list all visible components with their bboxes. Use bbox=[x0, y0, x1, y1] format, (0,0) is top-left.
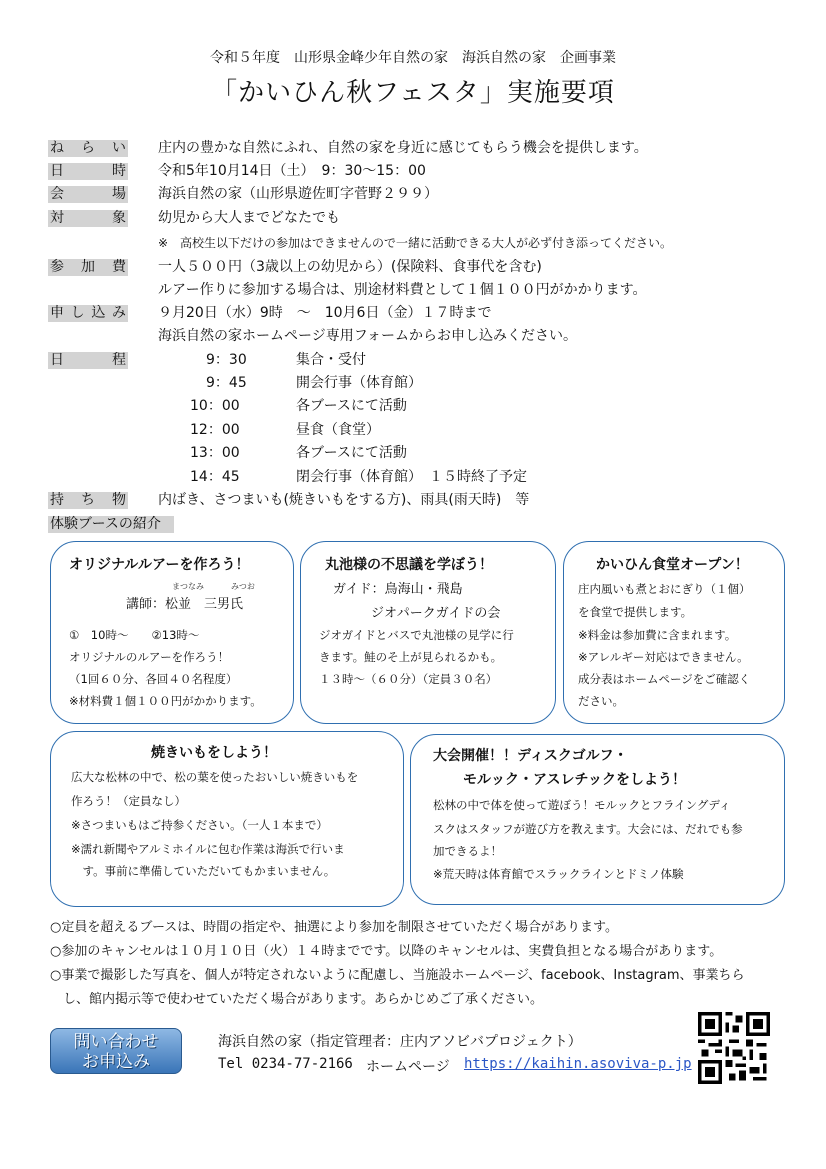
label-aim: ね ら い bbox=[50, 140, 126, 156]
booth-title: オリジナルルアーを作ろう！ bbox=[69, 557, 250, 573]
schedule-event: 各ブースにて活動 bbox=[296, 398, 407, 414]
booth-title: かいひん食堂オープン！ bbox=[596, 557, 749, 573]
label-venue: 会 場 bbox=[50, 186, 126, 202]
booth-line: オリジナルのルアーを作ろう！ bbox=[69, 650, 230, 664]
booth-line: す。事前に準備していただいてもかまいません。 bbox=[71, 864, 336, 878]
contact-org: 海浜自然の家（指定管理者：庄内アソビバプロジェクト） bbox=[218, 1034, 582, 1050]
schedule-event: 開会行事（体育館） bbox=[296, 375, 422, 391]
booth-line: ※荒天時は体育館でスラックラインとドミノ体験 bbox=[433, 867, 684, 881]
schedule-time: 10：00 bbox=[190, 398, 240, 414]
booth-line: ※濡れ新聞やアルミホイルに包む作業は海浜で行いま bbox=[71, 842, 345, 856]
booth-line: きます。鮭のそ上が見られるかも。 bbox=[319, 650, 503, 664]
note-line: ○参加のキャンセルは１０月１０日（火）１４時までです。以降のキャンセルは、実費負担となる場合があります。 bbox=[50, 944, 723, 959]
ruby-text: まつなみ bbox=[172, 582, 204, 591]
booth-line: 広大な松林の中で、松の葉を使ったおいしい焼きいもを bbox=[71, 770, 359, 784]
booth-line: 作ろう！（定員なし） bbox=[71, 794, 186, 808]
booth-line: 成分表はホームページをご確認く bbox=[578, 672, 751, 686]
booth-baked-potato bbox=[50, 731, 404, 907]
booth-line: １３時～（６０分）（定員３０名） bbox=[319, 672, 498, 686]
schedule-time: 12：00 bbox=[190, 422, 240, 438]
items-text: 内ばき、さつまいも(焼きいもをする方)、雨具(雨天時) 等 bbox=[158, 492, 530, 508]
booth-line: ださい。 bbox=[578, 694, 624, 708]
label-fee: 参 加 費 bbox=[50, 259, 126, 275]
booth-title: 丸池様の不思議を学ぼう！ bbox=[325, 557, 493, 573]
booth-title-2: モルック・アスレチックをしよう！ bbox=[463, 772, 687, 788]
booth-line: ※アレルギー対応はできません。 bbox=[578, 650, 749, 664]
schedule-event: 集合・受付 bbox=[296, 352, 366, 368]
fee-text-2: ルアー作りに参加する場合は、別途材料費として１個１００円がかかります。 bbox=[158, 282, 647, 298]
target-text: 幼児から大人までどなたでも bbox=[158, 210, 340, 226]
homepage-link[interactable]: https://kaihin.asoviva-p.jp bbox=[464, 1056, 692, 1072]
booth-line: を食堂で提供します。 bbox=[578, 605, 693, 619]
ruby-text: みつお bbox=[231, 582, 255, 591]
booth-line: ジオパークガイドの会 bbox=[371, 606, 501, 621]
schedule-event: 閉会行事（体育館） １５時終了予定 bbox=[296, 469, 527, 485]
apply-text-2: 海浜自然の家ホームページ専用フォームからお申し込みください。 bbox=[158, 328, 578, 344]
booth-line: スクはスタッフが遊び方を教えます。大会には、だれでも参 bbox=[433, 822, 743, 836]
booth-disc-golf bbox=[410, 734, 785, 905]
label-target: 対 象 bbox=[50, 210, 126, 226]
note-line: ○定員を超えるブースは、時間の指定や、抽選により参加を制限させていただく場合があります。 bbox=[50, 920, 619, 935]
booth-line: ※さつまいもはご持参ください。（一人１本まで） bbox=[71, 818, 328, 832]
note-line: ○事業で撮影した写真を、個人が特定されないように配慮し、当施設ホームページ、facebook、Instagram、事業ちら bbox=[50, 968, 745, 983]
label-date: 日 時 bbox=[50, 163, 126, 179]
booth-line: 庄内風いも煮とおにぎり（１個） bbox=[578, 582, 751, 596]
qr-code-icon bbox=[698, 1012, 770, 1084]
contact-button[interactable]: 問い合わせ お申込み bbox=[50, 1028, 182, 1074]
booth-line: 松林の中で体を使って遊ぼう！モルックとフライングディ bbox=[433, 798, 731, 812]
aim-text: 庄内の豊かな自然にふれ、自然の家を身近に感じてもらう機会を提供します。 bbox=[158, 140, 648, 156]
booth-lure bbox=[50, 541, 294, 724]
event-subtitle: 令和５年度 山形県金峰少年自然の家 海浜自然の家 企画事業 bbox=[210, 50, 616, 66]
apply-text: ９月20日（水）9時 ～ 10月6日（金）１７時まで bbox=[158, 305, 492, 321]
schedule-event: 各ブースにて活動 bbox=[296, 445, 407, 461]
page-title: 「かいひん秋フェスタ」実施要項 bbox=[211, 78, 615, 108]
booth-line: 加できるよ！ bbox=[433, 844, 502, 858]
booth-marуike bbox=[300, 541, 556, 724]
fee-text: 一人５００円（3歳以上の幼児から）(保険料、食事代を含む) bbox=[158, 259, 542, 275]
label-schedule: 日 程 bbox=[50, 352, 126, 368]
label-apply: 申 し 込 み bbox=[48, 305, 128, 322]
booth-line: ※料金は参加費に含まれます。 bbox=[578, 628, 737, 642]
booth-line: ジオガイドとバスで丸池様の見学に行 bbox=[319, 628, 514, 642]
homepage-label: ホームページ bbox=[366, 1059, 450, 1075]
note-line: し、館内掲示等で使わせていただく場合があります。あらかじめご了承ください。 bbox=[50, 992, 543, 1007]
schedule-time: 13：00 bbox=[190, 445, 240, 461]
venue-text: 海浜自然の家（山形県遊佐町字菅野２９９） bbox=[158, 186, 438, 202]
target-note: ※ 高校生以下だけの参加はできませんので一緒に活動できる大人が必ず付き添ってください。 bbox=[158, 236, 673, 250]
schedule-time: 9：30 bbox=[206, 352, 247, 368]
booth-intro-heading: 体験ブースの紹介 bbox=[48, 516, 174, 533]
booth-line: ① 10時～ ②13時～ bbox=[69, 628, 200, 642]
booth-title: 焼きいもをしよう！ bbox=[151, 745, 277, 761]
schedule-time: 9：45 bbox=[206, 375, 247, 391]
booth-line: （1回６０分、各回４０名程度） bbox=[69, 672, 238, 686]
label-items: 持 ち 物 bbox=[50, 492, 126, 508]
booth-line: 講師：松並 三男氏 bbox=[126, 597, 244, 612]
booth-title: 大会開催！！ディスクゴルフ・ bbox=[433, 748, 628, 764]
schedule-time: 14：45 bbox=[190, 469, 240, 485]
booth-line: ガイド：鳥海山・飛島 bbox=[333, 582, 463, 597]
booth-cafeteria bbox=[563, 541, 785, 724]
booth-line: ※材料費１個１００円がかかります。 bbox=[69, 694, 262, 708]
date-text: 令和5年10月14日（土） 9：30～15：00 bbox=[158, 163, 426, 179]
contact-tel: Tel 0234-77-2166 bbox=[218, 1056, 353, 1072]
schedule-event: 昼食（食堂） bbox=[296, 422, 380, 438]
